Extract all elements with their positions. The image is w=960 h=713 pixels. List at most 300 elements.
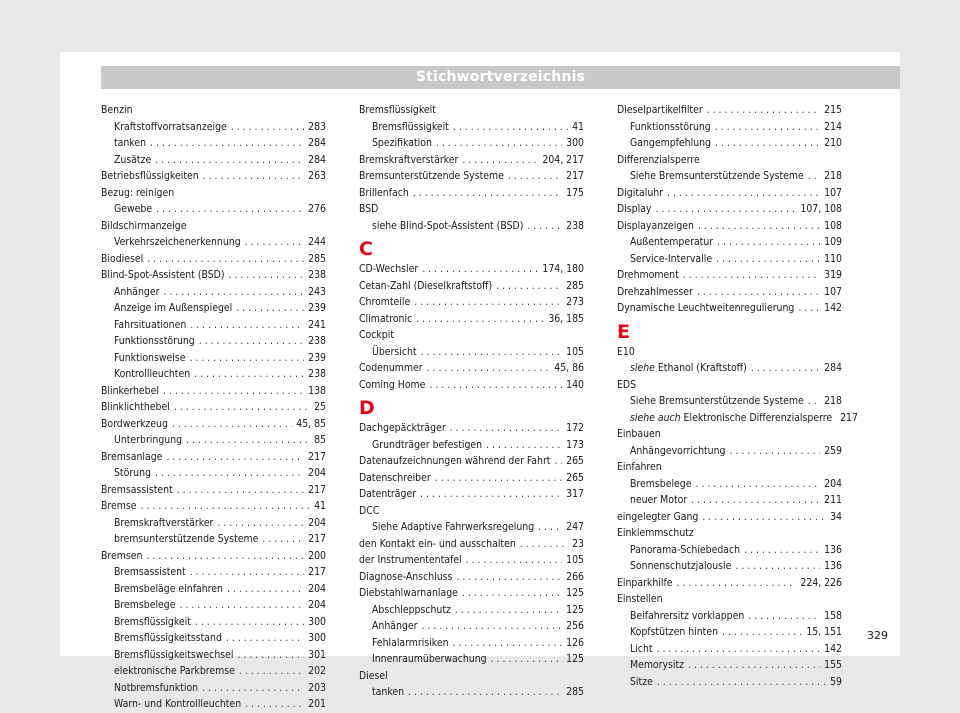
dot-leader — [141, 498, 311, 515]
index-subentry — [101, 135, 326, 152]
index-entry — [359, 102, 584, 119]
page-reference: 174, 180 — [542, 263, 584, 275]
entry-term: Drehmoment — [617, 269, 679, 281]
page-reference: 266 — [566, 570, 584, 583]
page-reference: 85 — [314, 434, 326, 446]
manual-page — [60, 52, 900, 710]
index-entry — [359, 201, 584, 218]
entry-term: den Kontakt ein- und ausschalten — [359, 537, 516, 550]
entry-term: Bremsbelege — [114, 599, 176, 611]
index-entry — [617, 185, 842, 202]
dot-leader — [172, 416, 292, 433]
dot-leader — [416, 311, 544, 328]
entry-term: Einfahren — [617, 461, 662, 473]
entry-term: Service-Intervalle — [630, 252, 713, 265]
page-reference: 108 — [824, 219, 842, 232]
page-reference: 300 — [566, 137, 584, 149]
index-subentry — [617, 492, 842, 509]
index-subentry — [101, 333, 326, 350]
index-entry — [101, 416, 326, 433]
dot-leader — [691, 492, 820, 509]
entry-term: Anhänger — [114, 285, 160, 298]
dot-leader — [203, 168, 305, 185]
index-subentry — [101, 647, 326, 664]
entry-see-reference: siehe auch — [630, 411, 681, 424]
dot-leader — [729, 443, 820, 460]
entry-term: Siehe Adaptive Fahrwerksregelung — [372, 521, 535, 533]
page-reference: 285 — [566, 686, 584, 698]
dot-leader — [190, 564, 304, 581]
index-entry — [359, 420, 584, 437]
entry-term: Dachgepäckträger — [359, 422, 446, 434]
index-subentry — [617, 476, 842, 493]
index-subentry — [101, 531, 326, 548]
index-subentry — [617, 542, 842, 559]
entry-term: Bremsen — [101, 549, 143, 562]
entry-term: Panorama-Schiebedach — [630, 543, 741, 556]
entry-term: Datenaufzeichnungen während der Fahrt — [359, 455, 551, 467]
entry-term: tanken — [372, 686, 405, 698]
dot-leader — [462, 152, 538, 169]
dot-leader — [751, 360, 820, 377]
dot-leader — [657, 641, 821, 658]
dot-leader — [150, 135, 304, 152]
entry-term — [630, 410, 832, 427]
dot-leader — [735, 558, 820, 575]
section-letter: C — [359, 238, 373, 260]
entry-term: Verkehrszeichenerkennung — [114, 236, 241, 248]
page-reference: 204, 217 — [542, 153, 584, 166]
dot-leader — [227, 581, 304, 598]
index-subentry — [359, 437, 584, 454]
dot-leader — [186, 432, 310, 449]
index-subentry — [101, 350, 326, 367]
section-letter: D — [359, 397, 375, 419]
dot-leader — [202, 680, 304, 697]
page-reference: 214 — [824, 120, 842, 133]
page-reference: 239 — [308, 302, 326, 314]
index-subentry — [617, 168, 842, 185]
page-reference: 126 — [566, 636, 584, 649]
index-entry — [101, 267, 326, 284]
entry-term: Fehlalarmrisiken — [372, 636, 449, 649]
dot-leader — [657, 674, 826, 691]
entry-term: CD-Wechsler — [359, 263, 419, 275]
entry-term: Zusätze — [114, 153, 152, 166]
entry-term: Einklemmschutz — [617, 527, 694, 539]
dot-leader — [450, 420, 562, 437]
page-reference: 224, 226 — [800, 576, 842, 589]
entry-term: Datenschreiber — [359, 471, 431, 484]
index-subentry — [359, 344, 584, 361]
page-reference: 125 — [566, 603, 584, 616]
page-reference: 155 — [824, 659, 842, 671]
entry-see-reference: siehe — [630, 362, 655, 374]
index-entry — [359, 470, 584, 487]
dot-leader — [722, 624, 802, 641]
index-entry — [359, 152, 584, 169]
index-entry — [617, 426, 842, 443]
page-reference: 204 — [308, 516, 326, 529]
page-reference: 173 — [566, 438, 584, 451]
index-entry — [617, 459, 842, 476]
entry-term: Funktionsstörung — [630, 120, 711, 133]
page-reference: 273 — [566, 296, 584, 308]
page-number: 329 — [867, 629, 888, 642]
page-reference: 204 — [824, 477, 842, 490]
entry-term: Unterbringung — [114, 434, 183, 446]
page-reference: 23 — [572, 537, 584, 550]
entry-term: siehe Blind-Spot-Assistent (BSD) — [372, 219, 524, 232]
dot-leader — [194, 366, 304, 383]
index-entry — [617, 201, 842, 218]
index-subentry — [101, 234, 326, 251]
page-reference: 41 — [572, 120, 584, 133]
page-reference: 284 — [824, 362, 842, 374]
index-subentry — [617, 234, 842, 251]
dot-leader — [683, 267, 820, 284]
index-subentry — [617, 119, 842, 136]
index-entry — [101, 399, 326, 416]
index-entry — [359, 294, 584, 311]
entry-term: Codenummer — [359, 362, 423, 374]
entry-term: Cetan-Zahl (Dieselkraftstoff) — [359, 279, 493, 292]
index-subentry — [359, 519, 584, 536]
entry-term: Bremsassistent — [101, 483, 173, 496]
dot-leader — [702, 509, 826, 526]
page-reference: 140 — [566, 378, 584, 391]
page-reference: 201 — [308, 698, 326, 710]
entry-term: E10 — [617, 345, 635, 358]
index-entry — [617, 344, 842, 361]
entry-term: Sonnenschutzjalousie — [630, 560, 732, 572]
dot-leader — [237, 647, 304, 664]
dot-leader — [808, 168, 820, 185]
index-entry — [617, 102, 842, 119]
index-entry — [101, 168, 326, 185]
index-subentry — [359, 684, 584, 701]
page-reference: 204 — [308, 467, 326, 479]
dot-leader — [715, 119, 820, 136]
index-subentry — [359, 135, 584, 152]
page-reference: 45, 86 — [554, 362, 584, 374]
index-subentry — [101, 597, 326, 614]
entry-term: Bremse — [101, 500, 137, 512]
entry-term: Brillenfach — [359, 186, 409, 199]
dot-leader — [189, 350, 304, 367]
index-entry — [359, 278, 584, 295]
entry-term: Anzeige im Außenspiegel — [114, 302, 233, 314]
entry-term: elektronische Parkbremse — [114, 665, 235, 677]
dot-leader — [155, 465, 304, 482]
page-reference: 263 — [308, 170, 326, 182]
index-column-2 — [359, 102, 584, 701]
page-reference: 238 — [308, 269, 326, 281]
index-subentry — [101, 317, 326, 334]
dot-leader — [421, 618, 562, 635]
dot-leader — [508, 168, 562, 185]
entry-term: Digitaluhr — [617, 186, 664, 199]
page-reference: 25 — [314, 401, 326, 413]
dot-leader — [453, 119, 568, 136]
index-entry — [617, 525, 842, 542]
index-subentry — [617, 393, 842, 410]
index-subentry — [101, 432, 326, 449]
dot-leader — [147, 251, 304, 268]
index-subentry — [101, 614, 326, 631]
page-reference: 265 — [566, 455, 584, 467]
index-subentry — [617, 641, 842, 658]
entry-term: Dieselpartikelfilter — [617, 104, 703, 116]
index-subentry — [101, 564, 326, 581]
index-entry — [101, 498, 326, 515]
dot-leader — [245, 234, 305, 251]
dot-leader — [717, 234, 820, 251]
dot-leader — [715, 135, 820, 152]
dot-leader — [155, 152, 304, 169]
page-reference: 210 — [824, 137, 842, 149]
index-entry — [359, 486, 584, 503]
page-reference: 200 — [308, 549, 326, 562]
index-subentry — [101, 465, 326, 482]
page-reference: 34 — [830, 510, 842, 523]
entry-term: Grundträger befestigen — [372, 438, 483, 451]
entry-term: Innenraumüberwachung — [372, 653, 487, 665]
dot-leader — [177, 482, 304, 499]
entry-term: eingelegter Gang — [617, 510, 699, 523]
index-column-1 — [101, 102, 326, 713]
page-reference: 59 — [830, 675, 842, 688]
index-entry — [359, 536, 584, 553]
dot-leader — [520, 536, 568, 553]
index-subentry — [359, 618, 584, 635]
index-entry — [359, 311, 584, 328]
entry-term: neuer Motor — [630, 494, 688, 506]
index-entry — [617, 300, 842, 317]
dot-leader — [239, 663, 304, 680]
entry-term: Bremsflüssigkeitswechsel — [114, 648, 234, 661]
dot-leader — [677, 575, 797, 592]
entry-term: Beifahrersitz vorklappen — [630, 609, 745, 622]
dot-leader — [163, 284, 304, 301]
index-subentry — [101, 119, 326, 136]
dot-leader — [413, 185, 562, 202]
index-subentry — [617, 443, 842, 460]
dot-leader — [262, 531, 304, 548]
index-subentry — [101, 680, 326, 697]
dot-leader — [486, 437, 562, 454]
dot-leader — [667, 185, 820, 202]
entry-term: Memorysitz — [630, 659, 685, 671]
entry-term: Übersicht — [372, 345, 417, 358]
page-reference: 107 — [824, 285, 842, 298]
entry-term: Cockpit — [359, 329, 394, 341]
index-subentry — [101, 152, 326, 169]
dot-leader — [696, 476, 821, 493]
index-entry — [359, 377, 584, 394]
entry-term: Bremsflüssigkeit — [372, 120, 449, 133]
page-reference: 202 — [308, 665, 326, 677]
index-subentry — [101, 696, 326, 713]
index-entry — [617, 575, 842, 592]
entry-term: Notbremsfunktion — [114, 681, 199, 694]
index-subentry — [617, 135, 842, 152]
index-entry — [359, 327, 584, 344]
page-reference: 138 — [308, 384, 326, 397]
entry-term: Abschleppschutz — [372, 603, 451, 616]
page-reference: 109 — [824, 236, 842, 248]
entry-term: Datenträger — [359, 488, 417, 500]
dot-leader — [166, 449, 304, 466]
dot-leader — [798, 300, 820, 317]
page-reference: 285 — [566, 279, 584, 292]
entry-term: BSD — [359, 203, 379, 215]
page-reference: 317 — [566, 488, 584, 500]
entry-term: der Instrumententafel — [359, 554, 462, 566]
page-reference: 238 — [308, 335, 326, 347]
page-reference: 284 — [308, 153, 326, 166]
index-entry — [101, 449, 326, 466]
index-subentry — [101, 515, 326, 532]
entry-term: Warn- und Kontrollleuchten — [114, 698, 242, 710]
index-entry — [101, 102, 326, 119]
entry-term: Differenzialsperre — [617, 153, 700, 166]
index-subentry — [101, 201, 326, 218]
page-reference: 125 — [566, 587, 584, 599]
entry-term: tanken — [114, 137, 147, 149]
dot-leader — [554, 453, 562, 470]
dot-leader — [156, 201, 304, 218]
page-reference: 142 — [824, 642, 842, 655]
dot-leader — [421, 344, 563, 361]
index-subentry — [359, 651, 584, 668]
index-entry — [101, 185, 326, 202]
index-subentry — [359, 119, 584, 136]
entry-term: Einbauen — [617, 428, 661, 440]
page-reference: 204 — [308, 599, 326, 611]
entry-term: Bildschirmanzeige — [101, 219, 187, 232]
page-reference: 284 — [308, 137, 326, 149]
dot-leader — [190, 317, 304, 334]
entry-term: Gewebe — [114, 203, 153, 215]
page-reference: 41 — [314, 500, 326, 512]
index-subentry — [101, 630, 326, 647]
index-entry — [101, 548, 326, 565]
dot-leader — [491, 651, 563, 668]
index-subentry — [617, 608, 842, 625]
entry-term: Drehzahlmesser — [617, 285, 693, 298]
dot-leader — [427, 360, 551, 377]
dot-leader — [462, 585, 562, 602]
entry-term: Bordwerkzeug — [101, 417, 168, 430]
page-reference: 218 — [824, 395, 842, 407]
dot-leader — [436, 135, 562, 152]
dot-leader — [414, 294, 562, 311]
index-subentry — [617, 674, 842, 691]
index-entry — [359, 552, 584, 569]
page-reference: 204 — [308, 582, 326, 595]
index-subentry — [359, 218, 584, 235]
entry-term: Blind-Spot-Assistent (BSD) — [101, 269, 225, 281]
page-reference: 256 — [566, 620, 584, 632]
page-reference: 259 — [824, 444, 842, 457]
dot-leader — [236, 300, 304, 317]
entry-term: Kraftstoffvorratsanzeige — [114, 120, 227, 133]
entry-term: Chromteile — [359, 296, 411, 308]
dot-leader — [527, 218, 562, 235]
index-subentry — [101, 581, 326, 598]
dot-leader — [655, 201, 796, 218]
page-reference: 15, 151 — [806, 626, 842, 638]
entry-term: Bremsanlage — [101, 450, 163, 463]
entry-term: Kontrollleuchten — [114, 368, 191, 380]
entry-term: Biodiesel — [101, 252, 144, 265]
entry-term: Display — [617, 203, 652, 215]
entry-term: Anhängevorrichtung — [630, 444, 726, 457]
dot-leader — [408, 684, 562, 701]
page-reference: 265 — [566, 471, 584, 484]
entry-term: Gangempfehlung — [630, 137, 711, 149]
index-entry — [101, 251, 326, 268]
page-reference: 300 — [308, 615, 326, 628]
section-letter: E — [617, 320, 630, 343]
entry-term: Displayanzeigen — [617, 219, 694, 232]
dot-leader — [429, 377, 562, 394]
entry-term: Siehe Bremsunterstützende Systeme — [630, 170, 804, 182]
entry-term: Bremsflüssigkeit — [359, 104, 436, 116]
page-reference: 217 — [308, 533, 326, 545]
dot-leader — [435, 470, 562, 487]
page-reference: 105 — [566, 554, 584, 566]
index-column-3 — [617, 102, 858, 690]
page-reference: 110 — [824, 252, 842, 265]
page-reference: 285 — [308, 252, 326, 265]
index-entry — [617, 218, 842, 235]
entry-term: Climatronic — [359, 312, 413, 325]
page-reference: 136 — [824, 543, 842, 556]
index-entry — [359, 503, 584, 520]
entry-term: Außentemperatur — [630, 236, 714, 248]
page-reference: 142 — [824, 302, 842, 314]
entry-term: Bezug: reinigen — [101, 186, 175, 199]
dot-leader — [195, 614, 304, 631]
entry-term: Sitze — [630, 675, 653, 688]
dot-leader — [697, 284, 820, 301]
entry-term: Coming Home — [359, 378, 426, 391]
index-subentry — [101, 366, 326, 383]
entry-term: DCC — [359, 504, 380, 517]
entry-term: Blinklichthebel — [101, 401, 170, 413]
page-reference: 218 — [824, 170, 842, 182]
index-subentry — [617, 657, 842, 674]
dot-leader — [453, 635, 563, 652]
index-entry — [359, 360, 584, 377]
page-reference: 125 — [566, 653, 584, 665]
dot-leader — [698, 218, 820, 235]
page-reference: 283 — [308, 120, 326, 133]
entry-term: Bremsflüssigkeit — [114, 615, 191, 628]
entry-term: Licht — [630, 642, 653, 655]
page-reference: 136 — [824, 560, 842, 572]
page-reference: 247 — [566, 521, 584, 533]
page-reference: 215 — [824, 104, 842, 116]
page-reference: 238 — [308, 368, 326, 380]
dot-leader — [199, 333, 304, 350]
index-subentry — [617, 410, 858, 427]
page-reference: 45, 85 — [296, 417, 326, 430]
entry-term: Bremskraftverstärker — [359, 153, 459, 166]
dot-leader — [808, 393, 820, 410]
